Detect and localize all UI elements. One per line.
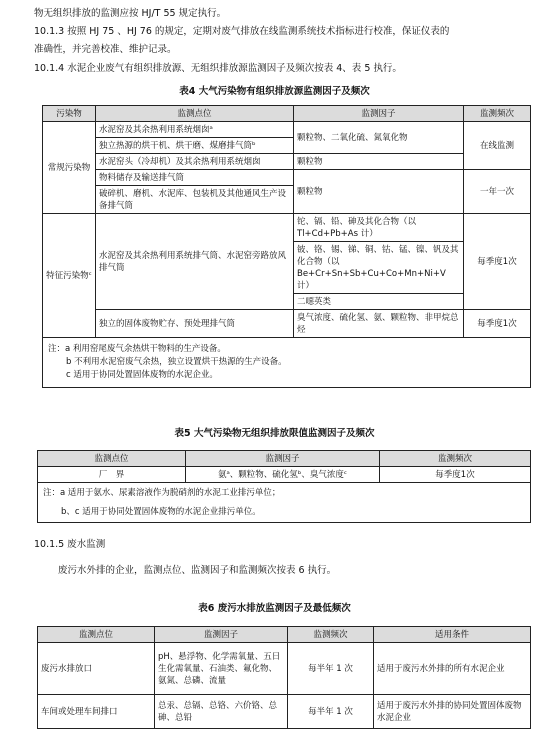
t4-header-factor: 监测因子 bbox=[294, 106, 464, 122]
t4-notes bbox=[43, 338, 531, 388]
t4-factor: 颗粒物、二氧化硫、氮氧化物 bbox=[294, 122, 464, 154]
t6-point: 车间或处理车间排口 bbox=[38, 695, 155, 729]
t4-factor: 颗粒物 bbox=[294, 154, 464, 170]
t6-header-frequency: 监测频次 bbox=[288, 627, 374, 643]
t4-point: 水泥窑头（冷却机）及其余热利用系统烟囱 bbox=[96, 154, 294, 170]
t5-point: 厂 界 bbox=[38, 467, 186, 483]
t6-frequency: 每半年 1 次 bbox=[288, 695, 374, 729]
table4-caption: 表4 大气污染物有组织排放源监测因子及频次 bbox=[179, 86, 370, 97]
t4-frequency: 每季度1次 bbox=[464, 310, 531, 338]
t4-point: 水泥窑及其余热利用系统烟囱ᵃ bbox=[96, 122, 294, 138]
t5-note: 注：a 适用于氨水、尿素溶液作为脱硝剂的水泥工业排污单位； bbox=[43, 487, 281, 498]
t4-point: 独立热源的烘干机、烘干磨、煤磨排气筒ᵇ bbox=[96, 138, 294, 154]
t6-condition: 适用于废污水外排的所有水泥企业 bbox=[374, 643, 531, 695]
table6 bbox=[37, 626, 531, 729]
t4-note: c 适用于协同处置固体废物的水泥企业。 bbox=[66, 370, 218, 380]
t5-frequency: 每季度1次 bbox=[380, 467, 531, 483]
t4-header-point: 监测点位 bbox=[96, 106, 294, 122]
t6-factor: 总汞、总镉、总铬、六价铬、总砷、总铅 bbox=[155, 695, 288, 729]
t6-factor: pH、悬浮物、化学需氧量、五日生化需氧量、石油类、氟化物、氨氮、总磷、流量 bbox=[155, 643, 288, 695]
t4-group-characteristic: 特征污染物ᶜ bbox=[43, 214, 96, 338]
t5-notes bbox=[38, 483, 531, 523]
t6-header-point: 监测点位 bbox=[38, 627, 155, 643]
t4-point: 水泥窑及其余热利用系统排气筒、水泥窑旁路放风排气筒 bbox=[96, 214, 294, 310]
table5-caption: 表5 大气污染物无组织排放限值监测因子及频次 bbox=[174, 428, 375, 439]
t5-header-frequency: 监测频次 bbox=[380, 451, 531, 467]
table5 bbox=[37, 450, 531, 523]
table4 bbox=[42, 105, 531, 388]
t4-point: 独立的固体废物贮存、预处理排气筒 bbox=[96, 310, 294, 338]
t4-factor: 臭气浓度、硫化氢、氨、颗粒物、非甲烷总烃 bbox=[294, 310, 464, 338]
t4-point: 物料储存及输送排气筒 bbox=[96, 170, 294, 186]
t5-header-point: 监测点位 bbox=[38, 451, 186, 467]
t6-header-factor: 监测因子 bbox=[155, 627, 288, 643]
t4-frequency: 每季度1次 bbox=[464, 214, 531, 310]
t6-frequency: 每半年 1 次 bbox=[288, 643, 374, 695]
t5-header-factor: 监测因子 bbox=[186, 451, 380, 467]
t4-factor: 铍、铬、锡、锑、铜、钴、锰、镍、钒及其化合物（以 Be+Cr+Sn+Sb+Cu+Co+Mn+Ni+V 计） bbox=[294, 242, 464, 294]
t4-frequency: 一年一次 bbox=[464, 170, 531, 214]
t5-factor: 氨ᵃ、颗粒物、硫化氢ᵇ、臭气浓度ᶜ bbox=[186, 467, 380, 483]
t4-group-regular: 常规污染物 bbox=[43, 122, 96, 214]
intro-line-2a: 10.1.3 按照 HJ 75 、HJ 76 的规定，定期对废气排放在线监测系统技术指标进行校准，保证仪表的 bbox=[34, 26, 450, 37]
t4-factor: 二噁英类 bbox=[294, 294, 464, 310]
t6-header-condition: 适用条件 bbox=[374, 627, 531, 643]
intro-line-3: 10.1.4 水泥企业废气有组织排放源、无组织排放源监测因子及频次按表 4、表 5 执行。 bbox=[34, 63, 402, 74]
t5-note: b、c 适用于协同处置固体废物的水泥企业排污单位。 bbox=[61, 506, 261, 517]
t4-header-frequency: 监测频次 bbox=[464, 106, 531, 122]
t6-point: 废污水排放口 bbox=[38, 643, 155, 695]
t4-note: b 不利用水泥窑废气余热，独立设置烘干热源的生产设备。 bbox=[66, 357, 287, 367]
section-heading: 10.1.5 废水监测 bbox=[34, 539, 106, 550]
table6-caption: 表6 废污水排放监测因子及最低频次 bbox=[198, 603, 351, 614]
t4-header-pollutant: 污染物 bbox=[43, 106, 96, 122]
t4-point: 破碎机、磨机、水泥库、包装机及其他通风生产设备排气筒 bbox=[96, 186, 294, 214]
intro-line-1: 物无组织排放的监测应按 HJ/T 55 规定执行。 bbox=[34, 8, 227, 19]
t4-factor: 铊、镉、铅、砷及其化合物（以 Tl+Cd+Pb+As 计） bbox=[294, 214, 464, 242]
t6-condition: 适用于废污水外排的协同处置固体废物水泥企业 bbox=[374, 695, 531, 729]
t4-factor: 颗粒物 bbox=[294, 170, 464, 214]
intro-line-2b: 准确性，并完善校准、维护记录。 bbox=[34, 44, 177, 55]
t4-frequency: 在线监测 bbox=[464, 122, 531, 170]
t4-note: 注：a 利用窑尾废气余热烘干物料的生产设备。 bbox=[48, 344, 226, 354]
section-text: 废污水外排的企业，监测点位、监测因子和监测频次按表 6 执行。 bbox=[58, 565, 337, 576]
